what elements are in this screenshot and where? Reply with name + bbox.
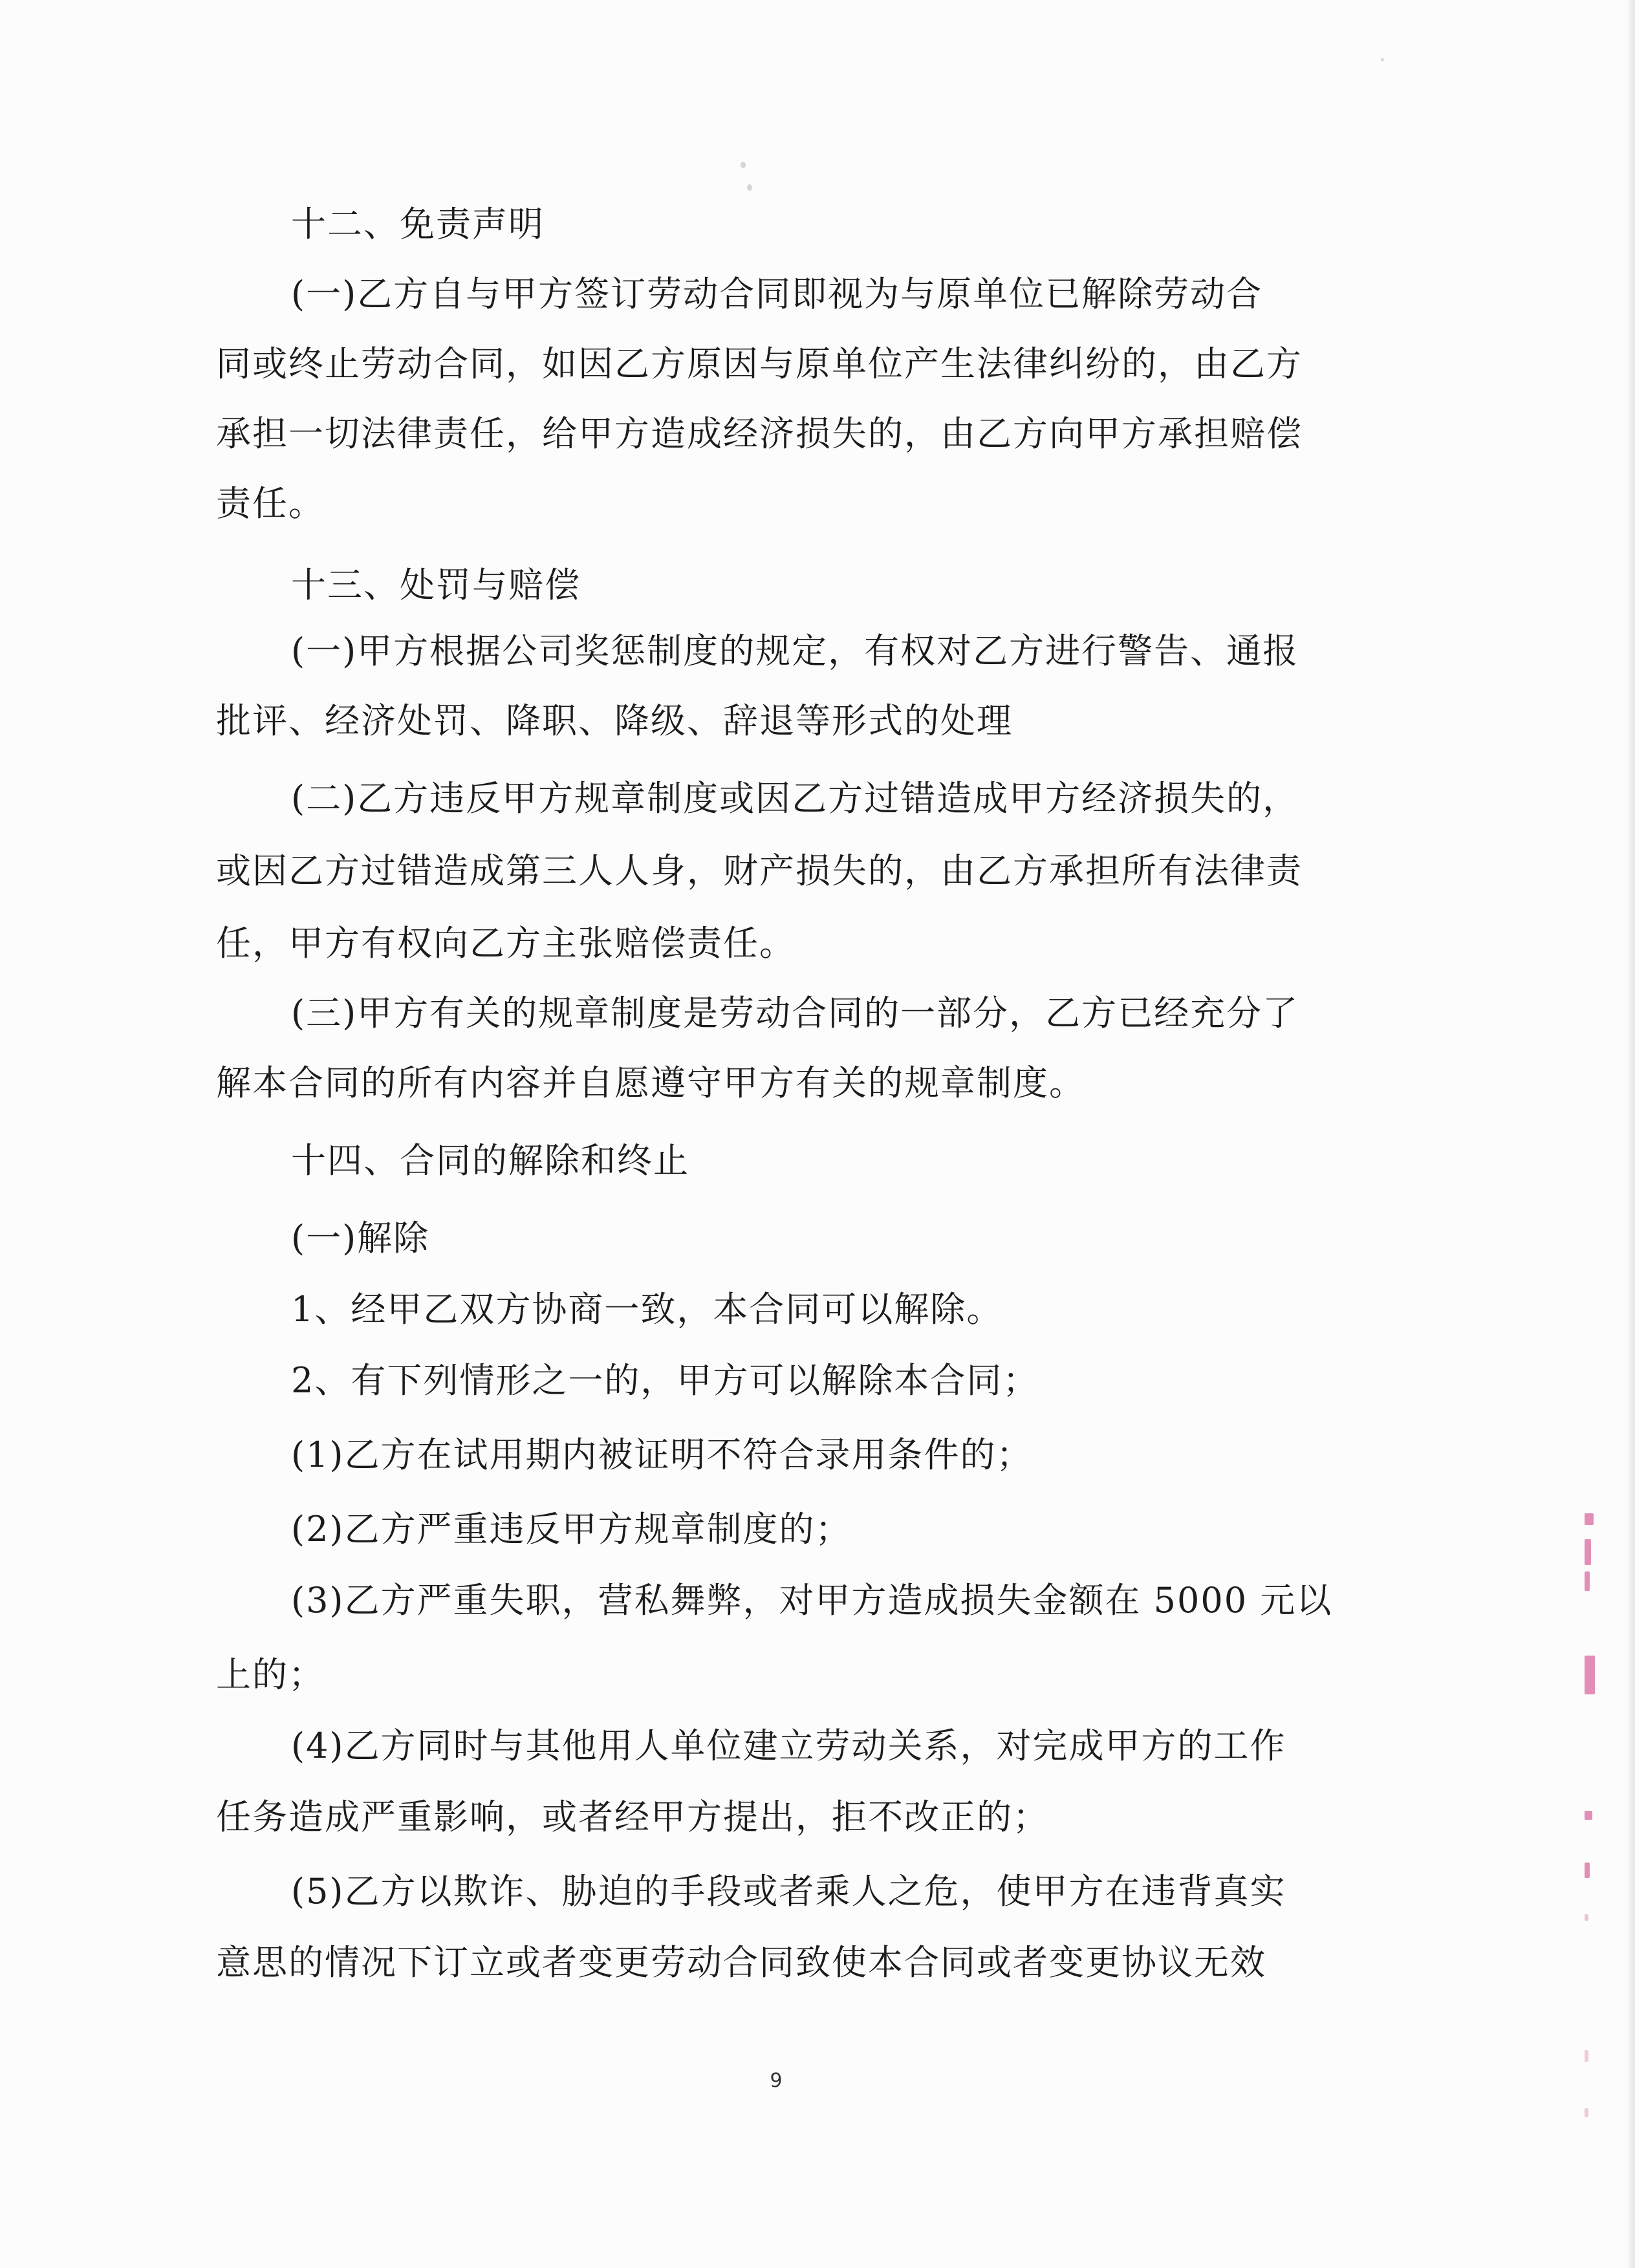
text-line: 任务造成严重影响，或者经甲方提出，拒不改正的；	[216, 1797, 1049, 1837]
text-line: 承担一切法律责任，给甲方造成经济损失的，由乙方向甲方承担赔偿	[216, 413, 1303, 454]
list-item: (5)乙方以欺诈、胁迫的手段或者乘人之危，使甲方在违背真实	[291, 1871, 1286, 1912]
seal-fragment	[1585, 1513, 1594, 1525]
text-line: 任，甲方有权向乙方主张赔偿责任。	[216, 923, 796, 964]
text-line: 批评、经济处罚、降职、降级、辞退等形式的处理	[216, 700, 1013, 741]
scan-speck	[747, 184, 752, 191]
page-edge-shadow	[1629, 0, 1635, 2268]
text-line: (一)乙方自与甲方签订劳动合同即视为与原单位已解除劳动合	[291, 274, 1263, 314]
text-line: 或因乙方过错造成第三人人身，财产损失的，由乙方承担所有法律责	[216, 850, 1303, 891]
list-item: 1、经甲乙双方协商一致，本合同可以解除。	[291, 1289, 1003, 1330]
seal-fragment	[1585, 2108, 1588, 2117]
section-heading-14: 十四、合同的解除和终止	[291, 1140, 689, 1181]
list-item: (3)乙方严重失职，营私舞弊，对甲方造成损失金额在 5000 元以	[291, 1580, 1333, 1621]
subsection-heading: (一)解除	[291, 1218, 430, 1258]
scan-speck	[1381, 58, 1384, 61]
text-line: (三)甲方有关的规章制度是劳动合同的一部分，乙方已经充分了	[291, 993, 1299, 1033]
seal-fragment	[1585, 1656, 1595, 1694]
text-line: 同或终止劳动合同，如因乙方原因与原单位产生法律纠纷的，由乙方	[216, 343, 1303, 384]
text-line: 意思的情况下订立或者变更劳动合同致使本合同或者变更协议无效	[216, 1942, 1266, 1983]
seal-fragment	[1585, 1571, 1590, 1591]
text-line: 责任。	[216, 483, 325, 524]
list-item: 2、有下列情形之一的，甲方可以解除本合同；	[291, 1360, 1039, 1401]
text-line: (二)乙方违反甲方规章制度或因乙方过错造成甲方经济损失的，	[291, 778, 1299, 819]
seal-fragment	[1585, 1811, 1592, 1820]
seal-fragment	[1585, 1539, 1591, 1565]
list-item: (2)乙方严重违反甲方规章制度的；	[291, 1509, 852, 1550]
page-number: 9	[770, 2069, 783, 2092]
text-line: 上的；	[216, 1654, 325, 1695]
list-item: (4)乙方同时与其他用人单位建立劳动关系，对完成甲方的工作	[291, 1725, 1286, 1766]
text-line: (一)甲方根据公司奖惩制度的规定，有权对乙方进行警告、通报	[291, 631, 1299, 671]
scan-speck	[741, 162, 746, 168]
seal-fragment	[1585, 1863, 1590, 1878]
seal-fragment	[1585, 1914, 1588, 1921]
section-heading-12: 十二、免责声明	[291, 204, 545, 244]
list-item: (1)乙方在试用期内被证明不符合录用条件的；	[291, 1434, 1033, 1475]
seal-fragment	[1585, 2050, 1588, 2062]
section-heading-13: 十三、处罚与赔偿	[291, 565, 581, 605]
text-line: 解本合同的所有内容并自愿遵守甲方有关的规章制度。	[216, 1063, 1085, 1103]
